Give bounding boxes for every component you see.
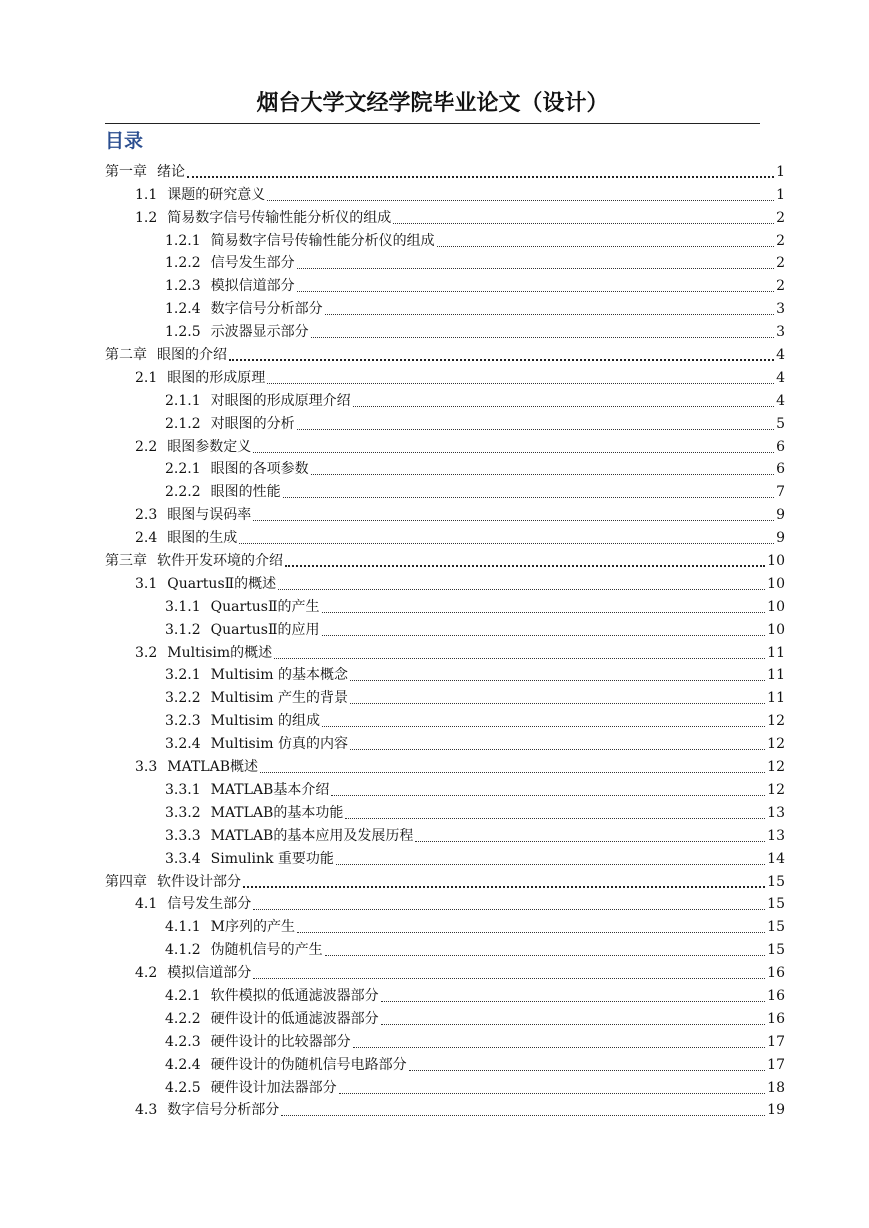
toc-entry-number: 2.2.1 <box>165 461 201 478</box>
toc-entry-number: 3.2.1 <box>165 667 201 684</box>
toc-entry-title: 简易数字信号传输性能分析仪的组成 <box>167 209 392 226</box>
toc-entry-title: 眼图的生成 <box>167 530 238 547</box>
toc-entry-title: 硬件设计的低通滤波器部分 <box>210 1010 379 1027</box>
toc-dot-leader <box>409 1056 766 1071</box>
page-header-title: 烟台大学文经学院毕业论文（设计） <box>105 86 760 124</box>
toc-dot-leader <box>253 895 765 910</box>
toc-entry[interactable] <box>105 730 785 753</box>
toc-dot-leader <box>253 506 774 521</box>
toc-entry-page: 10 <box>767 621 785 638</box>
toc-entry[interactable] <box>105 1051 785 1074</box>
toc-entry-page: 6 <box>776 438 785 455</box>
toc-entry-number: 2.2 <box>135 438 158 455</box>
toc-entry-page: 17 <box>767 1033 785 1050</box>
toc-entry-page: 15 <box>767 919 785 936</box>
toc-entry-title: 眼图参数定义 <box>167 438 252 455</box>
toc-entry-title: Multisim 的组成 <box>210 713 320 730</box>
toc-dot-leader <box>437 232 774 247</box>
toc-entry-page: 12 <box>767 736 785 753</box>
toc-entry[interactable] <box>105 1074 785 1097</box>
toc-entry-page: 4 <box>776 392 785 409</box>
toc-dot-leader <box>381 987 766 1002</box>
table-of-contents <box>105 158 785 1119</box>
toc-entry-title: M序列的产生 <box>210 919 295 936</box>
toc-dot-leader <box>311 323 774 338</box>
toc-entry-title: Multisim 产生的背景 <box>210 690 348 707</box>
toc-entry-title: 信号发生部分 <box>167 896 252 913</box>
toc-entry-page: 15 <box>767 873 785 890</box>
toc-entry[interactable] <box>105 181 785 204</box>
toc-entry-number: 3.3.1 <box>165 781 201 798</box>
toc-dot-leader <box>381 1010 766 1025</box>
toc-entry-page: 2 <box>776 232 785 249</box>
toc-entry-page: 4 <box>776 369 785 386</box>
toc-entry-number: 4.2.2 <box>165 1010 201 1027</box>
toc-entry-number: 2.1 <box>135 369 158 386</box>
toc-entry-number: 1.2.1 <box>165 232 201 249</box>
toc-entry[interactable] <box>105 272 785 295</box>
toc-entry-number: 第二章 <box>105 347 147 364</box>
toc-entry-page: 11 <box>767 644 785 661</box>
toc-entry-title: 硬件设计的伪随机信号电路部分 <box>210 1056 407 1073</box>
toc-dot-leader <box>393 209 774 224</box>
toc-entry-title: Multisim 仿真的内容 <box>210 736 348 753</box>
toc-dot-leader <box>229 345 774 361</box>
toc-entry[interactable] <box>105 707 785 730</box>
toc-entry-title: QuartusⅡ的概述 <box>167 575 277 592</box>
toc-entry-title: QuartusⅡ的产生 <box>210 598 320 615</box>
toc-entry-page: 16 <box>767 1010 785 1027</box>
toc-entry-number: 1.2.5 <box>165 324 201 341</box>
toc-entry[interactable] <box>105 341 785 364</box>
toc-entry[interactable] <box>105 410 785 433</box>
toc-entry-page: 1 <box>776 186 785 203</box>
toc-dot-leader <box>297 918 765 933</box>
toc-entry-number: 第四章 <box>105 873 147 890</box>
toc-entry-number: 第三章 <box>105 553 147 570</box>
toc-entry[interactable] <box>105 913 785 936</box>
toc-dot-leader <box>187 162 774 178</box>
toc-entry[interactable] <box>105 891 785 914</box>
toc-dot-leader <box>325 300 774 315</box>
toc-entry-number: 3.3 <box>135 759 158 776</box>
toc-entry-title: Multisim的概述 <box>167 644 273 661</box>
toc-dot-leader <box>297 277 774 292</box>
toc-entry[interactable] <box>105 593 785 616</box>
toc-entry-title: 硬件设计的比较器部分 <box>210 1033 351 1050</box>
toc-entry-number: 3.3.4 <box>165 850 201 867</box>
toc-entry-title: MATLAB基本介绍 <box>210 781 330 798</box>
toc-entry-title: MATLAB概述 <box>167 759 258 776</box>
toc-entry[interactable] <box>105 364 785 387</box>
toc-entry-number: 3.2 <box>135 644 158 661</box>
toc-entry-title: Simulink 重要功能 <box>210 850 334 867</box>
toc-dot-leader <box>331 781 765 796</box>
toc-entry[interactable] <box>105 387 785 410</box>
toc-dot-leader <box>239 529 774 544</box>
toc-entry-number: 4.1 <box>135 896 158 913</box>
toc-entry[interactable] <box>105 570 785 593</box>
toc-entry-number: 3.1.2 <box>165 621 201 638</box>
toc-dot-leader <box>311 460 774 475</box>
toc-entry-number: 4.2 <box>135 965 158 982</box>
toc-dot-leader <box>281 1101 765 1116</box>
toc-entry[interactable] <box>105 822 785 845</box>
toc-entry-number: 4.2.5 <box>165 1079 201 1096</box>
toc-entry-number: 3.3.3 <box>165 827 201 844</box>
toc-entry-title: 眼图的各项参数 <box>210 461 309 478</box>
toc-entry[interactable] <box>105 547 785 570</box>
toc-entry[interactable] <box>105 1005 785 1028</box>
toc-entry-number: 4.3 <box>135 1102 158 1119</box>
toc-entry[interactable] <box>105 318 785 341</box>
toc-dot-leader <box>350 689 765 704</box>
toc-entry-page: 17 <box>767 1056 785 1073</box>
toc-entry[interactable] <box>105 616 785 639</box>
toc-entry-page: 13 <box>767 827 785 844</box>
toc-entry-title: 示波器显示部分 <box>210 324 309 341</box>
toc-entry-number: 3.1.1 <box>165 598 201 615</box>
toc-dot-leader <box>322 712 765 727</box>
toc-entry-number: 3.1 <box>135 575 158 592</box>
toc-dot-leader <box>353 1033 766 1048</box>
toc-entry-page: 2 <box>776 209 785 226</box>
toc-entry-page: 15 <box>767 896 785 913</box>
toc-dot-leader <box>243 872 765 888</box>
toc-entry-page: 12 <box>767 759 785 776</box>
toc-entry-page: 15 <box>767 942 785 959</box>
toc-dot-leader <box>322 598 766 613</box>
toc-entry-title: 信号发生部分 <box>210 255 295 272</box>
toc-entry[interactable] <box>105 456 785 479</box>
toc-entry-title: 简易数字信号传输性能分析仪的组成 <box>210 232 435 249</box>
toc-entry-number: 2.1.1 <box>165 392 201 409</box>
toc-entry[interactable] <box>105 936 785 959</box>
toc-entry[interactable] <box>105 982 785 1005</box>
toc-entry-number: 1.2.3 <box>165 278 201 295</box>
toc-dot-leader <box>267 369 774 384</box>
toc-dot-leader <box>253 964 765 979</box>
toc-entry-title: MATLAB的基本应用及发展历程 <box>210 827 414 844</box>
toc-entry-page: 3 <box>776 301 785 318</box>
toc-entry[interactable] <box>105 158 785 181</box>
toc-entry-page: 14 <box>767 850 785 867</box>
toc-entry[interactable] <box>105 845 785 868</box>
toc-dot-leader <box>285 551 765 567</box>
toc-entry-title: 软件模拟的低通滤波器部分 <box>210 987 379 1004</box>
toc-entry-page: 1 <box>776 163 785 180</box>
toc-entry-title: MATLAB的基本功能 <box>210 804 344 821</box>
toc-entry[interactable] <box>105 662 785 685</box>
toc-entry-page: 19 <box>767 1102 785 1119</box>
toc-entry[interactable] <box>105 799 785 822</box>
toc-dot-leader <box>297 254 774 269</box>
toc-entry-page: 9 <box>776 530 785 547</box>
toc-entry-page: 9 <box>776 507 785 524</box>
toc-entry-number: 1.2.4 <box>165 301 201 318</box>
toc-entry-page: 2 <box>776 278 785 295</box>
toc-entry-number: 4.1.1 <box>165 919 201 936</box>
toc-entry-title: QuartusⅡ的应用 <box>210 621 320 638</box>
toc-entry-title: 软件设计部分 <box>157 873 241 890</box>
toc-dot-leader <box>253 438 774 453</box>
toc-dot-leader <box>322 621 766 636</box>
toc-dot-leader <box>339 1079 766 1094</box>
toc-entry-page: 2 <box>776 255 785 272</box>
toc-entry-title: 数字信号分析部分 <box>167 1102 280 1119</box>
toc-entry-number: 1.2 <box>135 209 158 226</box>
toc-dot-leader <box>325 941 766 956</box>
toc-dot-leader <box>415 827 765 842</box>
toc-entry[interactable] <box>105 295 785 318</box>
toc-entry[interactable] <box>105 1028 785 1051</box>
toc-entry-title: Multisim 的基本概念 <box>210 667 348 684</box>
toc-entry-number: 4.2.1 <box>165 987 201 1004</box>
toc-entry-page: 10 <box>767 575 785 592</box>
toc-entry-page: 18 <box>767 1079 785 1096</box>
toc-entry[interactable] <box>105 776 785 799</box>
toc-entry-title: 硬件设计加法器部分 <box>210 1079 337 1096</box>
toc-entry-page: 10 <box>767 553 785 570</box>
toc-entry[interactable] <box>105 478 785 501</box>
toc-entry[interactable] <box>105 753 785 776</box>
toc-entry-title: 数字信号分析部分 <box>210 301 323 318</box>
toc-dot-leader <box>260 758 765 773</box>
toc-entry-title: 模拟信道部分 <box>167 965 252 982</box>
toc-entry-number: 4.1.2 <box>165 942 201 959</box>
toc-dot-leader <box>345 804 765 819</box>
toc-entry-title: 伪随机信号的产生 <box>210 942 323 959</box>
toc-dot-leader <box>297 415 774 430</box>
toc-entry-number: 1.1 <box>135 186 158 203</box>
toc-entry-number: 3.2.3 <box>165 713 201 730</box>
toc-entry-number: 3.2.2 <box>165 690 201 707</box>
toc-entry-title: 模拟信道部分 <box>210 278 295 295</box>
toc-dot-leader <box>274 644 765 659</box>
toc-entry-number: 1.2.2 <box>165 255 201 272</box>
toc-entry-title: 眼图与误码率 <box>167 507 252 524</box>
toc-entry[interactable] <box>105 250 785 273</box>
toc-entry[interactable] <box>105 868 785 891</box>
toc-entry-number: 2.1.2 <box>165 415 201 432</box>
toc-dot-leader <box>336 850 765 865</box>
toc-entry-page: 11 <box>767 667 785 684</box>
toc-entry-title: 眼图的性能 <box>210 484 281 501</box>
toc-entry-title: 眼图的介绍 <box>157 347 227 364</box>
toc-entry-page: 5 <box>776 415 785 432</box>
toc-heading: 目录 <box>105 130 144 152</box>
toc-entry-number: 2.2.2 <box>165 484 201 501</box>
toc-entry-page: 10 <box>767 598 785 615</box>
toc-entry-page: 12 <box>767 713 785 730</box>
toc-entry-number: 第一章 <box>105 163 147 180</box>
toc-entry-page: 16 <box>767 987 785 1004</box>
toc-entry[interactable] <box>105 639 785 662</box>
toc-entry-title: 软件开发环境的介绍 <box>157 553 283 570</box>
toc-entry-number: 3.2.4 <box>165 736 201 753</box>
toc-dot-leader <box>283 483 774 498</box>
toc-entry-page: 4 <box>776 347 785 364</box>
toc-entry[interactable] <box>105 204 785 227</box>
toc-entry[interactable] <box>105 501 785 524</box>
toc-entry-title: 绪论 <box>157 163 185 180</box>
toc-entry-number: 4.2.4 <box>165 1056 201 1073</box>
toc-entry-page: 16 <box>767 965 785 982</box>
toc-entry[interactable] <box>105 433 785 456</box>
toc-entry-number: 2.3 <box>135 507 158 524</box>
toc-entry-title: 对眼图的形成原理介绍 <box>210 392 351 409</box>
toc-entry-title: 对眼图的分析 <box>210 415 295 432</box>
toc-entry-title: 眼图的形成原理 <box>167 369 266 386</box>
toc-entry-page: 7 <box>776 484 785 501</box>
toc-entry[interactable] <box>105 684 785 707</box>
toc-entry-page: 11 <box>767 690 785 707</box>
toc-entry-number: 2.4 <box>135 530 158 547</box>
toc-entry[interactable] <box>105 959 785 982</box>
toc-entry[interactable] <box>105 1097 785 1120</box>
toc-dot-leader <box>350 666 765 681</box>
toc-dot-leader <box>350 735 765 750</box>
toc-entry[interactable] <box>105 227 785 250</box>
toc-dot-leader <box>278 575 765 590</box>
toc-entry-page: 6 <box>776 461 785 478</box>
toc-entry[interactable] <box>105 524 785 547</box>
toc-entry-page: 3 <box>776 324 785 341</box>
toc-entry-page: 12 <box>767 781 785 798</box>
toc-entry-title: 课题的研究意义 <box>167 186 266 203</box>
toc-entry-page: 13 <box>767 804 785 821</box>
toc-entry-number: 4.2.3 <box>165 1033 201 1050</box>
toc-entry-number: 3.3.2 <box>165 804 201 821</box>
toc-dot-leader <box>353 392 774 407</box>
toc-dot-leader <box>267 186 774 201</box>
